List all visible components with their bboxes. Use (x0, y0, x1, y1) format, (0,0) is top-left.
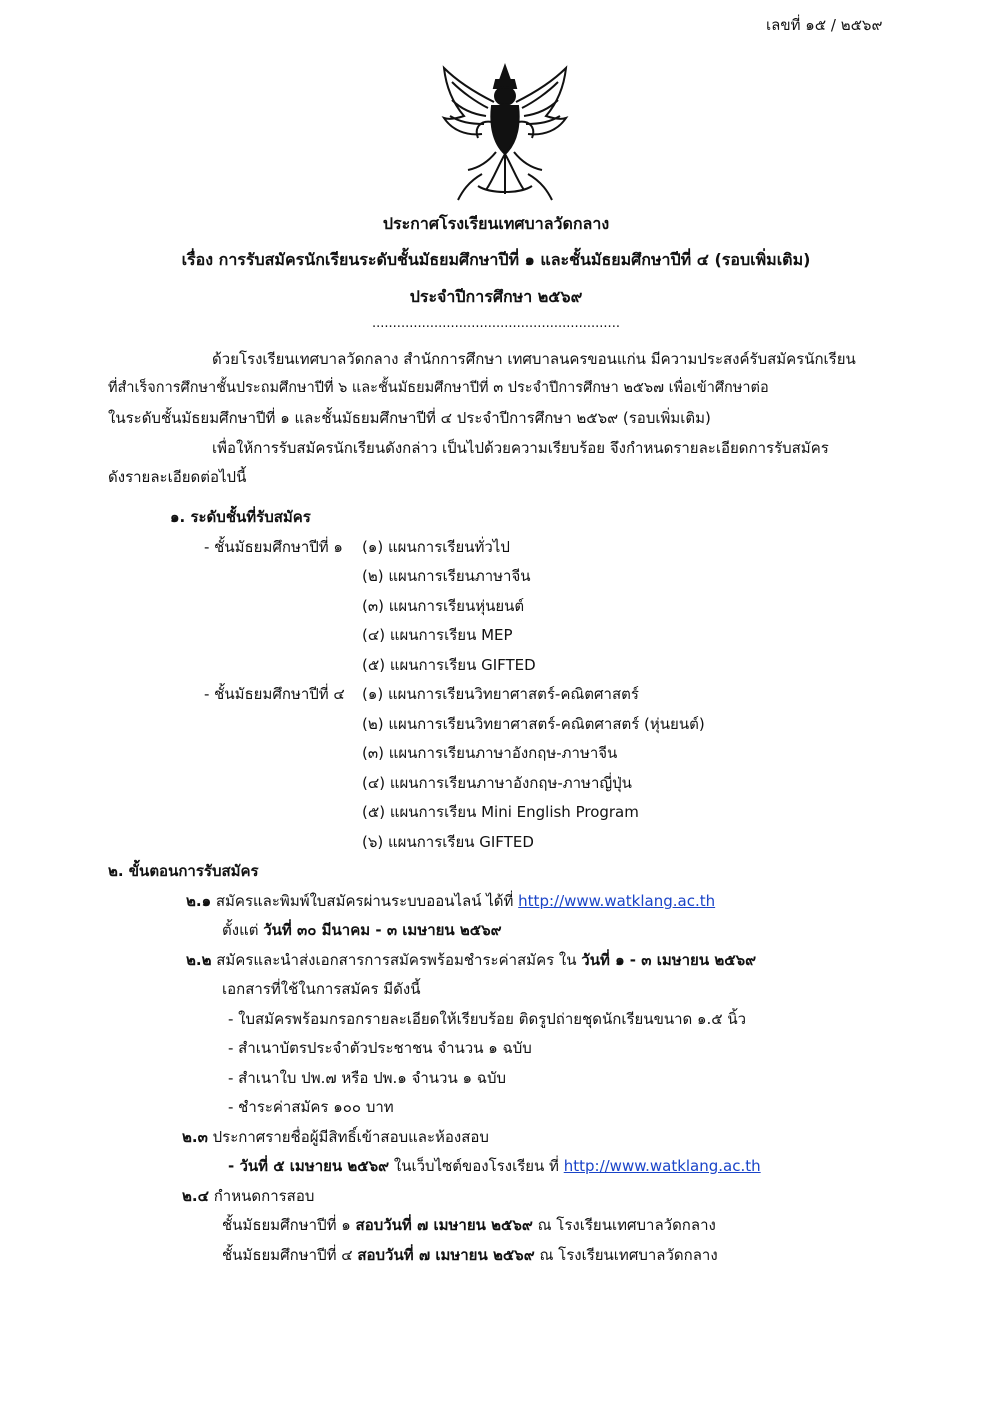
announcement-year: ประจำปีการศึกษา ๒๕๖๙ (409, 287, 583, 306)
m1-plan-item: (๕) แผนการเรียน GIFTED (362, 656, 536, 674)
exam-m4-location: ณ โรงเรียนเทศบาลวัดกลาง (534, 1246, 718, 1264)
garuda-emblem-icon (438, 62, 572, 202)
document-number: เลขที่ ๑๕ / ๒๕๖๙ (766, 16, 883, 34)
m1-plan-item: (๒) แผนการเรียนภาษาจีน (362, 567, 531, 585)
required-document-item: - สำเนาบัตรประจำตัวประชาชน จำนวน ๑ ฉบับ (228, 1039, 532, 1057)
step-2-3-announcement (228, 1157, 761, 1175)
exam-m4-date: สอบวันที่ ๗ เมษายน ๒๕๖๙ (357, 1246, 535, 1264)
step-2-1-date-range: วันที่ ๓๐ มีนาคม - ๓ เมษายน ๒๕๖๙ (263, 921, 502, 939)
step-2-1 (186, 892, 715, 910)
step-2-1-dates (222, 921, 502, 939)
step-2-4 (182, 1187, 314, 1205)
step-2-3-date: - วันที่ ๕ เมษายน ๒๕๖๙ (228, 1157, 390, 1175)
section-1-heading: ๑. ระดับชั้นที่รับสมัคร (170, 508, 311, 526)
required-document-item: - ชำระค่าสมัคร ๑๐๐ บาท (228, 1098, 394, 1116)
intro-paragraph-1-line-1: ด้วยโรงเรียนเทศบาลวัดกลาง สำนักการศึกษา เทศบาลนครขอนแก่น มีความประสงค์รับสมัครนักเรียน (212, 350, 856, 368)
step-2-3-number: ๒.๓ (182, 1128, 208, 1146)
step-2-3-after-text: ในเว็บไซต์ของโรงเรียน ที่ (389, 1157, 564, 1175)
exam-schedule-m1 (222, 1216, 716, 1234)
m1-plan-item: (๔) แผนการเรียน MEP (362, 626, 513, 644)
header-divider: ............................................................ (372, 316, 620, 331)
exam-m4-level: ชั้นมัธยมศึกษาปีที่ ๔ (222, 1246, 358, 1264)
exam-m1-level: ชั้นมัธยมศึกษาปีที่ ๑ (222, 1216, 356, 1234)
m4-plan-item: (๕) แผนการเรียน Mini English Program (362, 803, 639, 821)
m4-plan-item: (๔) แผนการเรียนภาษาอังกฤษ-ภาษาญี่ปุ่น (362, 774, 632, 792)
intro-paragraph-2-line-2: ดังรายละเอียดต่อไปนี้ (108, 468, 247, 486)
announcement-subject: เรื่อง การรับสมัครนักเรียนระดับชั้นมัธยมศึกษาปีที่ ๑ และชั้นมัธยมศึกษาปีที่ ๔ (รอบเพิ่มเติม) (181, 250, 811, 269)
intro-paragraph-1-line-2: ที่สำเร็จการศึกษาชั้นประถมศึกษาปีที่ ๖ และชั้นมัธยมศึกษาปีที่ ๓ ประจำปีการศึกษา ๒๕๖๗ เพื่อเข้าศึกษาต่อ (108, 380, 769, 396)
exam-schedule-m4 (222, 1246, 718, 1264)
announcement-title: ประกาศโรงเรียนเทศบาลวัดกลาง (382, 214, 610, 233)
step-2-1-date-prefix: ตั้งแต่ (222, 921, 264, 939)
m1-level-label: - ชั้นมัธยมศึกษาปีที่ ๑ (204, 538, 343, 556)
m4-plan-item: (๖) แผนการเรียน GIFTED (362, 833, 534, 851)
m4-level-label: - ชั้นมัธยมศึกษาปีที่ ๔ (204, 685, 345, 703)
m4-plan-item: (๑) แผนการเรียนวิทยาศาสตร์-คณิตศาสตร์ (362, 685, 639, 703)
step-2-2-documents-label: เอกสารที่ใช้ในการสมัคร มีดังนี้ (222, 980, 421, 998)
step-2-4-number: ๒.๔ (182, 1187, 209, 1205)
step-2-1-text: สมัครและพิมพ์ใบสมัครผ่านระบบออนไลน์ ได้ที่ (211, 892, 519, 910)
step-2-2-number: ๒.๒ (186, 951, 212, 969)
step-2-2 (186, 951, 756, 969)
exam-m1-location: ณ โรงเรียนเทศบาลวัดกลาง (532, 1216, 716, 1234)
registration-website-link[interactable]: http://www.watklang.ac.th (518, 892, 716, 910)
required-document-item: - สำเนาใบ ปพ.๗ หรือ ปพ.๑ จำนวน ๑ ฉบับ (228, 1069, 507, 1087)
m4-plan-item: (๒) แผนการเรียนวิทยาศาสตร์-คณิตศาสตร์ (หุ่นยนต์) (362, 715, 705, 733)
required-document-item: - ใบสมัครพร้อมกรอกรายละเอียดให้เรียบร้อย ติดรูปถ่ายชุดนักเรียนขนาด ๑.๕ นิ้ว (228, 1010, 747, 1028)
step-2-4-text: กำหนดการสอบ (208, 1187, 315, 1205)
step-2-2-date-range: วันที่ ๑ - ๓ เมษายน ๒๕๖๙ (581, 951, 757, 969)
step-2-3-text: ประกาศรายชื่อผู้มีสิทธิ์เข้าสอบและห้องสอบ (207, 1128, 489, 1146)
m4-plan-item: (๓) แผนการเรียนภาษาอังกฤษ-ภาษาจีน (362, 744, 618, 762)
step-2-2-text: สมัครและนำส่งเอกสารการสมัครพร้อมชำระค่าสมัคร ใน (211, 951, 582, 969)
intro-paragraph-1-line-3: ในระดับชั้นมัธยมศึกษาปีที่ ๑ และชั้นมัธยมศึกษาปีที่ ๔ ประจำปีการศึกษา ๒๕๖๙ (รอบเพิ่มเติม) (108, 409, 711, 427)
section-2-heading: ๒. ขั้นตอนการรับสมัคร (108, 862, 259, 880)
m1-plan-item: (๓) แผนการเรียนหุ่นยนต์ (362, 597, 525, 615)
m1-plan-item: (๑) แผนการเรียนทั่วไป (362, 538, 510, 556)
step-2-3 (182, 1128, 489, 1146)
exam-m1-date: สอบวันที่ ๗ เมษายน ๒๕๖๙ (355, 1216, 533, 1234)
results-website-link[interactable]: http://www.watklang.ac.th (563, 1157, 761, 1175)
step-2-1-number: ๒.๑ (186, 892, 212, 910)
intro-paragraph-2-line-1: เพื่อให้การรับสมัครนักเรียนดังกล่าว เป็นไปด้วยความเรียบร้อย จึงกำหนดรายละเอียดการรับสมัคร (212, 439, 829, 457)
